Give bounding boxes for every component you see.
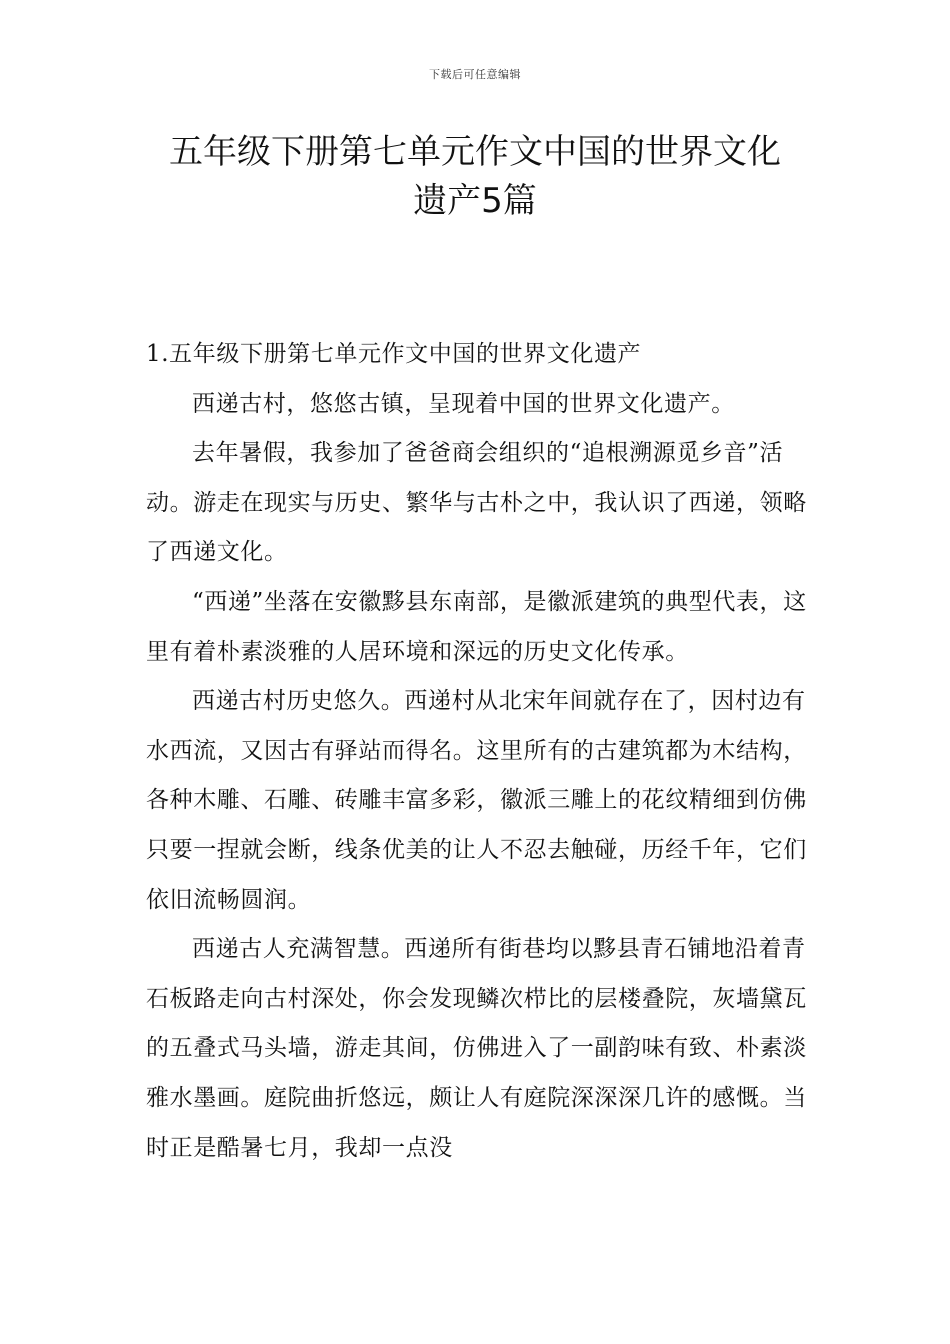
paragraph-2: 去年暑假，我参加了爸爸商会组织的“追根溯源觅乡音”活动。游走在现实与历史、繁华与古朴之中，我认识了西递，领略了西递文化。	[146, 440, 807, 566]
paragraph-5: 西递古人充满智慧。西递所有街巷均以黟县青石铺地沿着青石板路走向古村深处，你会发现鳞次栉比的层楼叠院，灰墙黛瓦的五叠式马头墙，游走其间，仿佛进入了一副韵味有致、朴素淡雅水墨画。庭院曲折悠远，颇让人有庭院深深深几许的感慨。当时正是酷暑七月，我却一点没	[146, 936, 807, 1161]
paragraph-1: 西递古村，悠悠古镇，呈现着中国的世界文化遗产。	[192, 390, 735, 417]
section-heading: 1.五年级下册第七单元作文中国的世界文化遗产	[146, 341, 642, 367]
document-title-line-2: 遗产5篇	[413, 181, 537, 221]
document-body	[146, 330, 810, 1173]
paragraph-4: 西递古村历史悠久。西递村从北宋年间就存在了，因村边有水西流，又因古有驿站而得名。这里所有的古建筑都为木结构，各种木雕、石雕、砖雕丰富多彩，徽派三雕上的花纹精细到仿佛只要一捏就会断，线条优美的让人不忍去触碰，历经千年，它们依旧流畅圆润。	[146, 688, 807, 913]
header-note: 下载后可任意编辑	[429, 68, 521, 81]
document-title	[120, 128, 830, 226]
document-title-line-1: 五年级下册第七单元作文中国的世界文化	[169, 132, 781, 172]
paragraph-3: “西递”坐落在安徽黟县东南部，是徽派建筑的典型代表，这里有着朴素淡雅的人居环境和深远的历史文化传承。	[146, 588, 807, 665]
